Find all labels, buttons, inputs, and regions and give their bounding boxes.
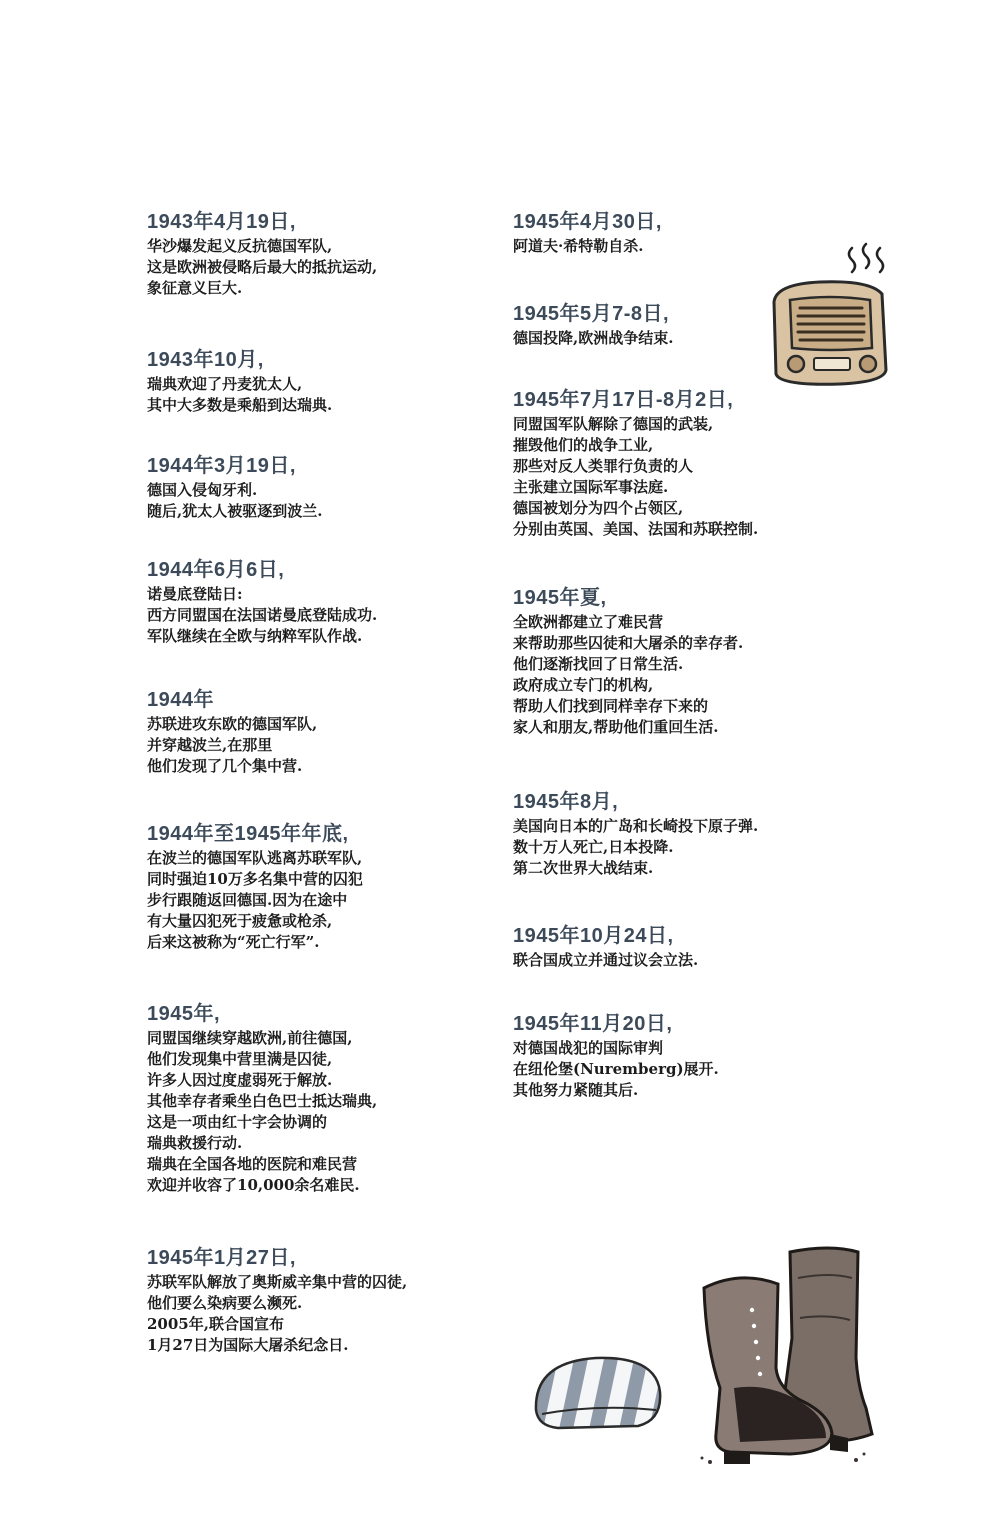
entry-text: 同时强迫10万多名集中营的囚犯 <box>147 870 363 888</box>
entry-text: 全欧洲都建立了难民营 <box>513 613 664 631</box>
entry-date: 1945年11月20日, <box>513 1013 673 1035</box>
entry-text: 帮助人们找到同样幸存下来的 <box>513 697 709 715</box>
entry-text: 并穿越波兰,在那里 <box>147 736 273 754</box>
entry-text: 第二次世界大战结束. <box>513 859 654 877</box>
entry-text: 德国被划分为四个占领区, <box>513 499 684 517</box>
entry-text: 分别由英国、美国、法国和苏联控制. <box>513 520 759 538</box>
entry-text: 德国入侵匈牙利. <box>147 481 258 499</box>
entry-text: 许多人因过度虚弱死于解放. <box>147 1071 333 1089</box>
entry-text: 象征意义巨大. <box>147 279 243 297</box>
entry-date: 1945年5月7-8日, <box>513 303 670 325</box>
prisoner-cap-icon <box>528 1340 668 1440</box>
entry-text: 同盟国继续穿越欧洲,前往德国, <box>147 1029 353 1047</box>
entry-text: 其中大多数是乘船到达瑞典. <box>147 396 333 414</box>
entry-text: 其他幸存者乘坐白色巴士抵达瑞典, <box>147 1092 378 1110</box>
entry-text: 其他努力紧随其后. <box>513 1081 639 1099</box>
entry-text: 军队继续在全欧与纳粹军队作战. <box>147 627 363 645</box>
timeline-entry <box>147 1244 497 1356</box>
entry-text: 苏联军队解放了奥斯威辛集中营的囚徒, <box>147 1273 408 1291</box>
entry-text: 数十万人死亡,日本投降. <box>513 838 674 856</box>
entry-date: 1945年4月30日, <box>513 211 662 233</box>
timeline-entry <box>147 820 497 953</box>
entry-date: 1944年3月19日, <box>147 455 296 477</box>
entry-date: 1945年夏, <box>513 587 607 609</box>
entry-date: 1943年4月19日, <box>147 211 296 233</box>
entry-date: 1944年至1945年年底, <box>147 823 349 845</box>
entry-text: 步行跟随返回德国.因为在途中 <box>147 891 348 909</box>
entry-date: 1945年10月24日, <box>513 925 674 947</box>
timeline-entry <box>513 922 853 971</box>
timeline-entry <box>147 556 497 647</box>
timeline-entry <box>147 346 497 416</box>
entry-text: 摧毁他们的战争工业, <box>513 436 654 454</box>
entry-text: 诺曼底登陆日: <box>147 585 243 603</box>
entry-text: 家人和朋友,帮助他们重回生活. <box>513 718 719 736</box>
entry-text: 瑞典在全国各地的医院和难民营 <box>147 1155 358 1173</box>
entry-text: 对德国战犯的国际审判 <box>513 1039 664 1057</box>
timeline-entry <box>147 1000 497 1196</box>
entry-text: 联合国成立并通过议会立法. <box>513 951 699 969</box>
timeline-entry <box>147 686 497 777</box>
radio-icon <box>760 238 910 388</box>
entry-text: 在波兰的德国军队逃离苏联军队, <box>147 849 363 867</box>
entry-date: 1944年 <box>147 689 214 711</box>
boots-icon <box>680 1238 880 1468</box>
timeline-entry <box>513 1010 853 1101</box>
entry-text: 政府成立专门的机构, <box>513 676 654 694</box>
entry-text: 欢迎并收容了10,000余名难民. <box>147 1176 360 1194</box>
entry-text: 美国向日本的广岛和长崎投下原子弹. <box>513 817 759 835</box>
entry-text: 瑞典救援行动. <box>147 1134 243 1152</box>
timeline-entry <box>513 584 853 738</box>
entry-text: 随后,犹太人被驱逐到波兰. <box>147 502 323 520</box>
entry-text: 苏联进攻东欧的德国军队, <box>147 715 318 733</box>
entry-text: 瑞典欢迎了丹麦犹太人, <box>147 375 303 393</box>
entry-text: 他们要么染病要么濒死. <box>147 1294 303 1312</box>
entry-date: 1943年10月, <box>147 349 264 371</box>
entry-text: 那些对反人类罪行负责的人 <box>513 457 694 475</box>
timeline-entry <box>513 788 853 879</box>
timeline-entry <box>147 452 497 522</box>
entry-text: 同盟国军队解除了德国的武装, <box>513 415 714 433</box>
entry-text: 华沙爆发起义反抗德国军队, <box>147 237 333 255</box>
entry-text: 1月27日为国际大屠杀纪念日. <box>147 1336 349 1354</box>
entry-date: 1945年, <box>147 1003 221 1025</box>
entry-text: 2005年,联合国宣布 <box>147 1315 284 1333</box>
entry-text: 在纽伦堡(Nuremberg)展开. <box>513 1060 719 1078</box>
entry-text: 德国投降,欧洲战争结束. <box>513 329 674 347</box>
entry-text: 他们逐渐找回了日常生活. <box>513 655 684 673</box>
entry-date: 1945年8月, <box>513 791 619 813</box>
entry-date: 1945年1月27日, <box>147 1247 296 1269</box>
entry-date: 1945年7月17日-8月2日, <box>513 389 734 411</box>
entry-text: 这是一项由红十字会协调的 <box>147 1113 328 1131</box>
timeline-entry <box>147 208 497 299</box>
entry-text: 来帮助那些囚徒和大屠杀的幸存者. <box>513 634 744 652</box>
entry-text: 他们发现集中营里满是囚徒, <box>147 1050 333 1068</box>
timeline-entry <box>513 386 853 540</box>
entry-text: 西方同盟国在法国诺曼底登陆成功. <box>147 606 378 624</box>
entry-text: 阿道夫·希特勒自杀. <box>513 237 644 255</box>
entry-text: 后来这被称为“死亡行军”. <box>147 933 320 951</box>
entry-text: 他们发现了几个集中营. <box>147 757 303 775</box>
entry-text: 有大量囚犯死于疲惫或枪杀, <box>147 912 333 930</box>
entry-date: 1944年6月6日, <box>147 559 285 581</box>
entry-text: 这是欧洲被侵略后最大的抵抗运动, <box>147 258 378 276</box>
entry-text: 主张建立国际军事法庭. <box>513 478 669 496</box>
